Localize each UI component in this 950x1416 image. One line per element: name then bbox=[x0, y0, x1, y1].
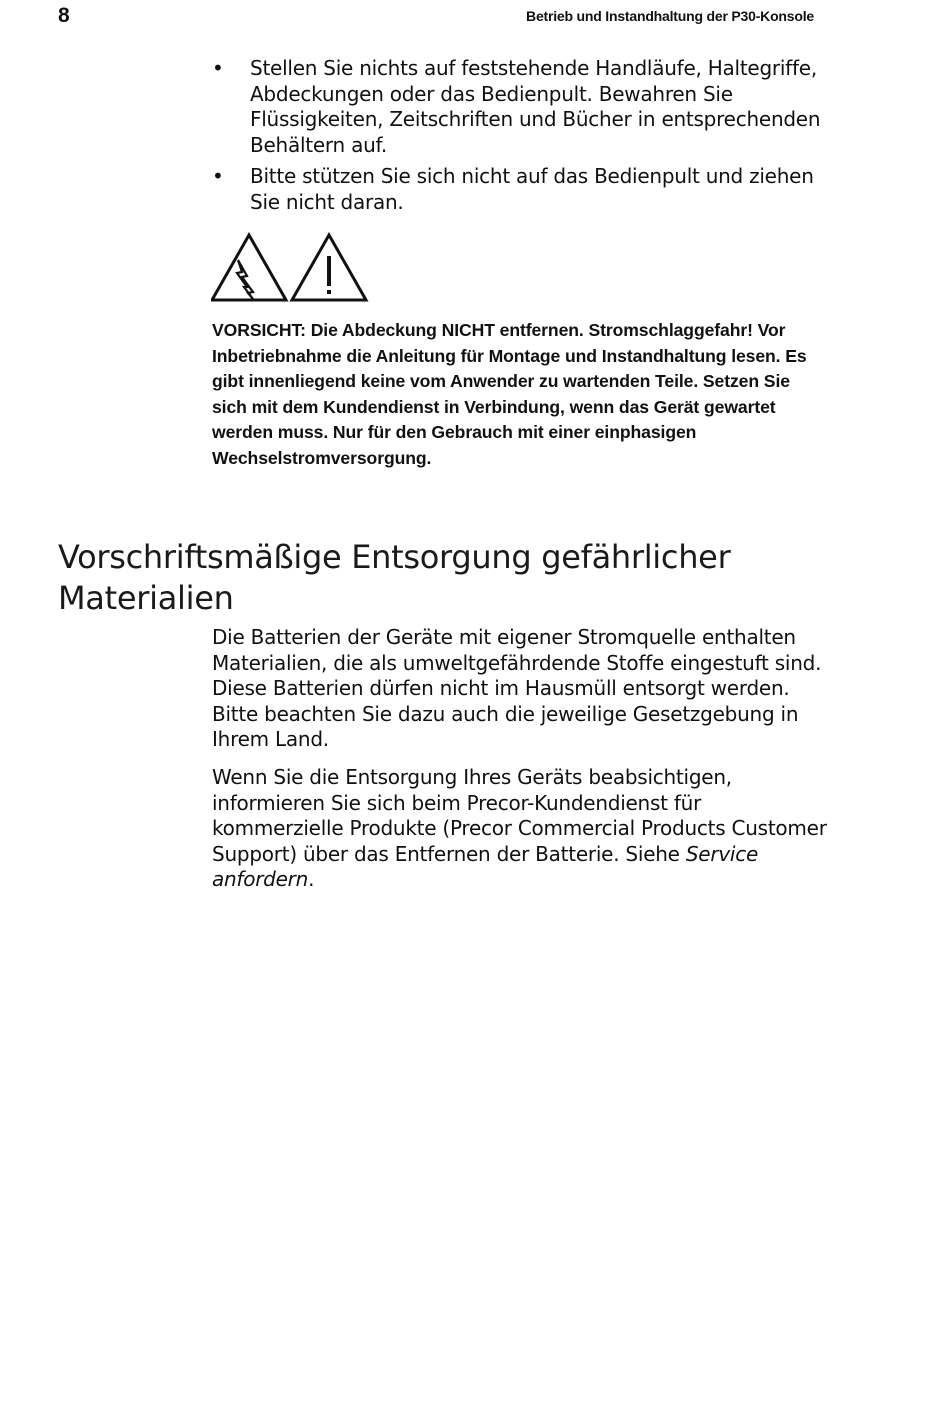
paragraph-text: Wenn Sie die Entsorgung Ihres Geräts beabsichtigen, informieren Sie sich beim Precor-Kundendienst für kommerzielle Produkte (Precor Commercial Products Customer Support) über das Entfernen der Batterie. Siehe bbox=[212, 765, 827, 866]
running-head: Betrieb und Instandhaltung der P30-Konsole bbox=[526, 8, 814, 24]
body-paragraph bbox=[212, 765, 832, 893]
bullet-marker: • bbox=[212, 56, 224, 80]
general-warning-icon bbox=[292, 235, 366, 300]
bullet-list bbox=[212, 56, 822, 222]
list-item bbox=[212, 164, 822, 215]
cross-reference-link[interactable]: Service anfordern bbox=[212, 841, 759, 892]
list-item bbox=[212, 56, 822, 158]
body-paragraph: Die Batterien der Geräte mit eigener Stromquelle enthalten Materialien, die als umweltgefährdende Stoffe eingestuft sind. Diese Batterien dürfen nicht im Hausmüll entsorgt werden. Bitte beachten Sie dazu auch die jeweilige Gesetzgebung in Ihrem Land. bbox=[212, 625, 822, 752]
bullet-marker: • bbox=[212, 164, 224, 189]
section-title: Vorschriftsmäßige Entsorgung gefährlicher Materialien bbox=[58, 538, 731, 617]
paragraph-end: . bbox=[308, 867, 315, 892]
warning-icons bbox=[211, 232, 371, 304]
page-number: 8 bbox=[58, 4, 70, 27]
caution-notice: VORSICHT: Die Abdeckung NICHT entfernen. Stromschlaggefahr! Vor Inbetriebnahme die Anleitung für Montage und Instandhaltung lesen. Es gibt innenliegend keine vom Anwender zu wartenden Teile. Setzen Sie sich mit dem Kundendienst in Verbindung, wenn das Gerät gewartet werden muss. Nur für den Gebrauch mit einer einphasigen Wechselstromversorgung. bbox=[212, 320, 807, 468]
list-item-text: Stellen Sie nichts auf feststehende Handläufe, Haltegriffe, Abdeckungen oder das Bedienpult. Bewahren Sie Flüssigkeiten, Zeitschriften und Bücher in entsprechenden Behältern auf. bbox=[250, 56, 821, 157]
electric-shock-warning-icon bbox=[212, 235, 286, 300]
list-item-text: Bitte stützen Sie sich nicht auf das Bedienpult und ziehen Sie nicht daran. bbox=[250, 164, 814, 214]
